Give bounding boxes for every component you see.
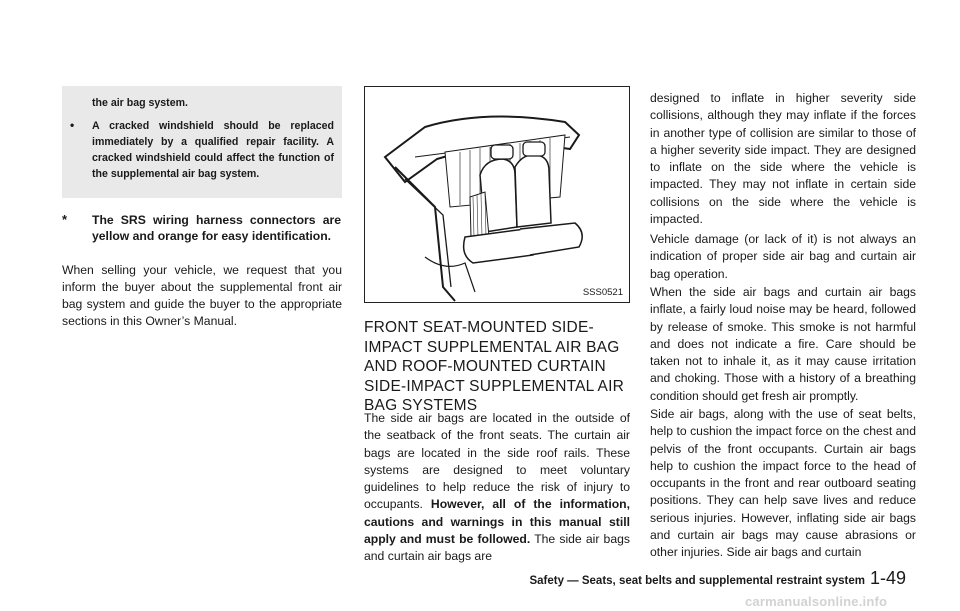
seat-airbag-illustration bbox=[365, 87, 629, 302]
cushion-paragraph: Side air bags, along with the use of seat belts, help to cushion the impact force on the chest and pelvis of the front occupants. Curtain air bags help to cushion the impact force to the head of occupants in the front and rear outboard seating positions. They can help save lives and reduce serious injuries. However, inflating side air bags and curtain air bags may cause abrasions or other injuries. Side air bags and curtain bbox=[650, 407, 916, 560]
note-text: The SRS wiring harness connectors are yellow and orange for easy identification. bbox=[92, 213, 341, 243]
bullet-text: A cracked windshield should be replaced immediately by a qualified repair facility. A cracked windshield could affect the function of the supplemental air bag system. bbox=[92, 120, 334, 180]
bullet-icon: • bbox=[70, 118, 75, 132]
intro-tail-text: The side air bags and curtain air bags are bbox=[364, 532, 630, 564]
watermark: carmanualsonline.info bbox=[745, 594, 888, 609]
noise-smoke-paragraph: When the side air bags and curtain air bags inflate, a fairly loud noise may be heard, followed by release of smoke. This smoke is not harmful and does not indicate a fire. Care should be taken not to inhale it, as it may cause irritation and choking. Those with a history of a breathing condition should get fresh air promptly. bbox=[650, 285, 916, 403]
warning-continuation: the air bag system. bbox=[92, 97, 188, 109]
intro-bold-text: However, all of the information, cautions and warnings in this manual still apply and must be followed. bbox=[364, 497, 631, 547]
figure-code: SSS0521 bbox=[582, 287, 623, 298]
intro-plain-text: The side air bags are located in the outside of the seatback of the front seats. The curtain air bags are located in the side roof rails. These systems are designed to meet voluntary guidelines to help reduce the risk of injury to occupants. bbox=[364, 411, 630, 512]
selling-vehicle-paragraph: When selling your vehicle, we request that you inform the buyer about the supplemental front air bag system and guide the buyer to the appropriate sections in this Owner’s Manual. bbox=[62, 263, 342, 328]
page-number: 1-49 bbox=[870, 568, 907, 588]
seat-airbag-figure bbox=[364, 86, 630, 303]
vehicle-damage-paragraph: Vehicle damage (or lack of it) is not always an indication of proper side air bag and curtain air bag operation. bbox=[650, 232, 916, 281]
inflation-paragraph: designed to inflate in higher severity side collisions, although they may inflate if the forces in another type of collision are similar to those of a higher severity side impact. They are designed to inflate on the side where the vehicle is impacted. They may not inflate in certain side collisions on the side where the vehicle is impacted. bbox=[650, 91, 916, 227]
section-heading: FRONT SEAT-MOUNTED SIDE-IMPACT SUPPLEMENTAL AIR BAG AND ROOF-MOUNTED CURTAIN SIDE-IMPACT SUPPLEMENTAL AIR BAG SYSTEMS bbox=[364, 319, 624, 414]
footer-section-title: Safety — Seats, seat belts and supplemental restraint system bbox=[529, 575, 865, 587]
asterisk-icon: * bbox=[62, 212, 68, 227]
side-airbag-intro-paragraph bbox=[364, 410, 630, 566]
